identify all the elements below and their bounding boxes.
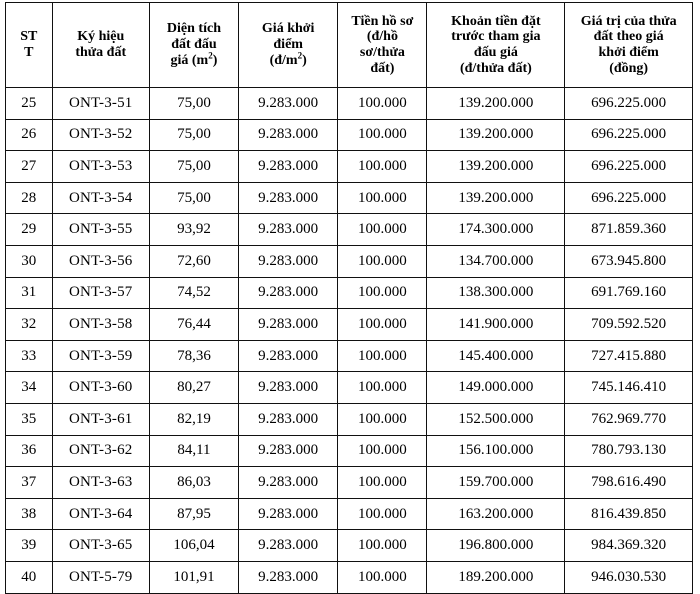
header-fee-line4: đất): [370, 60, 395, 76]
table-row: [6, 214, 693, 246]
header-price-line2: điểm: [273, 37, 303, 53]
cell-stt: 35: [6, 403, 53, 435]
column-header-stt: [6, 3, 53, 88]
cell-fee: 100.000: [338, 435, 427, 467]
cell-code: ONT-3-64: [52, 498, 149, 530]
cell-area: 106,04: [149, 530, 238, 562]
cell-area: 101,91: [149, 561, 238, 593]
cell-price: 9.283.000: [239, 340, 338, 372]
cell-stt: 32: [6, 309, 53, 341]
cell-stt: 36: [6, 435, 53, 467]
table-row: [6, 561, 693, 593]
cell-value: 762.969.770: [565, 403, 693, 435]
header-deposit-line3: đấu giá: [473, 45, 518, 60]
cell-area: 75,00: [149, 182, 238, 214]
cell-area: 72,60: [149, 245, 238, 277]
cell-code: ONT-3-62: [52, 435, 149, 467]
cell-deposit: 134.700.000: [427, 245, 565, 277]
cell-deposit: 139.200.000: [427, 119, 565, 151]
cell-price: 9.283.000: [239, 151, 338, 183]
table-row: [6, 340, 693, 372]
cell-deposit: 149.000.000: [427, 372, 565, 404]
column-header-code: [52, 3, 149, 88]
table-row: [6, 403, 693, 435]
cell-price: 9.283.000: [239, 561, 338, 593]
cell-stt: 26: [6, 119, 53, 151]
table-row: [6, 467, 693, 499]
cell-value: 745.146.410: [565, 372, 693, 404]
cell-fee: 100.000: [338, 119, 427, 151]
table-row: [6, 277, 693, 309]
cell-code: ONT-3-53: [52, 151, 149, 183]
header-code-line2: thửa đất: [75, 45, 127, 60]
table-row: [6, 372, 693, 404]
cell-price: 9.283.000: [239, 309, 338, 341]
cell-code: ONT-3-52: [52, 119, 149, 151]
cell-code: ONT-3-65: [52, 530, 149, 562]
table-row: [6, 245, 693, 277]
column-header-fee: [338, 3, 427, 88]
cell-value: 709.592.520: [565, 309, 693, 341]
cell-code: ONT-3-56: [52, 245, 149, 277]
cell-deposit: 152.500.000: [427, 403, 565, 435]
cell-area: 78,36: [149, 340, 238, 372]
cell-fee: 100.000: [338, 467, 427, 499]
cell-area: 82,19: [149, 403, 238, 435]
cell-fee: 100.000: [338, 498, 427, 530]
cell-code: ONT-3-63: [52, 467, 149, 499]
cell-code: ONT-3-61: [52, 403, 149, 435]
cell-stt: 34: [6, 372, 53, 404]
cell-fee: 100.000: [338, 561, 427, 593]
cell-deposit: 174.300.000: [427, 214, 565, 246]
column-header-area: [149, 3, 238, 88]
cell-stt: 28: [6, 182, 53, 214]
cell-deposit: 156.100.000: [427, 435, 565, 467]
cell-code: ONT-5-79: [52, 561, 149, 593]
cell-area: 87,95: [149, 498, 238, 530]
cell-value: 727.415.880: [565, 340, 693, 372]
cell-price: 9.283.000: [239, 467, 338, 499]
header-deposit-line2: trước tham gia: [451, 29, 541, 45]
cell-value: 984.369.320: [565, 530, 693, 562]
table-body: [6, 88, 693, 594]
cell-stt: 25: [6, 88, 53, 120]
table-row: [6, 151, 693, 183]
cell-stt: 38: [6, 498, 53, 530]
cell-area: 75,00: [149, 88, 238, 120]
cell-price: 9.283.000: [239, 435, 338, 467]
cell-area: 74,52: [149, 277, 238, 309]
cell-code: ONT-3-54: [52, 182, 149, 214]
header-value-line3: khởi điểm: [598, 45, 659, 60]
header-area-line1: Diện tích: [166, 21, 221, 37]
cell-deposit: 139.200.000: [427, 151, 565, 183]
cell-deposit: 138.300.000: [427, 277, 565, 309]
cell-price: 9.283.000: [239, 182, 338, 214]
cell-fee: 100.000: [338, 214, 427, 246]
cell-stt: 27: [6, 151, 53, 183]
table-header: [6, 3, 693, 88]
cell-code: ONT-3-58: [52, 309, 149, 341]
cell-deposit: 196.800.000: [427, 530, 565, 562]
cell-area: 75,00: [149, 119, 238, 151]
cell-fee: 100.000: [338, 245, 427, 277]
table-row: [6, 88, 693, 120]
header-stt-line1: ST: [20, 29, 38, 45]
cell-stt: 33: [6, 340, 53, 372]
header-deposit-line4: (đ/thửa đất): [459, 60, 532, 76]
cell-code: ONT-3-57: [52, 277, 149, 309]
cell-value: 696.225.000: [565, 88, 693, 120]
header-value-line1: Giá trị của thửa: [580, 13, 677, 29]
cell-code: ONT-3-59: [52, 340, 149, 372]
cell-deposit: 145.400.000: [427, 340, 565, 372]
cell-area: 75,00: [149, 151, 238, 183]
header-value-line2: đất theo giá: [593, 29, 664, 45]
land-auction-table: [5, 2, 693, 594]
header-stt-line2: T: [24, 45, 34, 60]
cell-stt: 29: [6, 214, 53, 246]
cell-area: 76,44: [149, 309, 238, 341]
cell-price: 9.283.000: [239, 214, 338, 246]
cell-value: 691.769.160: [565, 277, 693, 309]
cell-value: 696.225.000: [565, 119, 693, 151]
cell-stt: 39: [6, 530, 53, 562]
cell-price: 9.283.000: [239, 119, 338, 151]
cell-price: 9.283.000: [239, 372, 338, 404]
cell-value: 673.945.800: [565, 245, 693, 277]
cell-price: 9.283.000: [239, 403, 338, 435]
cell-deposit: 139.200.000: [427, 182, 565, 214]
header-fee-line1: Tiền hồ sơ: [351, 13, 414, 29]
header-row: [6, 3, 693, 88]
cell-stt: 30: [6, 245, 53, 277]
cell-area: 86,03: [149, 467, 238, 499]
cell-deposit: 163.200.000: [427, 498, 565, 530]
table-row: [6, 182, 693, 214]
cell-deposit: 159.700.000: [427, 467, 565, 499]
cell-area: 84,11: [149, 435, 238, 467]
cell-code: ONT-3-51: [52, 88, 149, 120]
cell-stt: 31: [6, 277, 53, 309]
cell-price: 9.283.000: [239, 498, 338, 530]
cell-area: 93,92: [149, 214, 238, 246]
header-deposit-line1: Khoản tiền đặt: [451, 13, 541, 29]
cell-stt: 37: [6, 467, 53, 499]
cell-fee: 100.000: [338, 88, 427, 120]
document-page: [0, 2, 700, 585]
column-header-price: [239, 3, 338, 88]
column-header-value: [565, 3, 693, 88]
cell-deposit: 189.200.000: [427, 561, 565, 593]
cell-value: 780.793.130: [565, 435, 693, 467]
cell-value: 816.439.850: [565, 498, 693, 530]
cell-value: 871.859.360: [565, 214, 693, 246]
cell-value: 798.616.490: [565, 467, 693, 499]
cell-fee: 100.000: [338, 403, 427, 435]
header-area-line2: đất đấu: [171, 37, 217, 53]
cell-price: 9.283.000: [239, 277, 338, 309]
header-value-line4: (đồng): [609, 60, 649, 76]
header-price-line3: $(đ/m^2)$: [269, 50, 307, 68]
cell-fee: 100.000: [338, 182, 427, 214]
cell-value: 946.030.530: [565, 561, 693, 593]
cell-stt: 40: [6, 561, 53, 593]
cell-price: 9.283.000: [239, 245, 338, 277]
cell-deposit: 139.200.000: [427, 88, 565, 120]
cell-fee: 100.000: [338, 151, 427, 183]
cell-price: 9.283.000: [239, 530, 338, 562]
table-row: [6, 498, 693, 530]
cell-code: ONT-3-55: [52, 214, 149, 246]
header-price-line1: Giá khởi: [261, 21, 315, 37]
cell-area: 80,27: [149, 372, 238, 404]
cell-fee: 100.000: [338, 372, 427, 404]
cell-fee: 100.000: [338, 530, 427, 562]
table-row: [6, 119, 693, 151]
table-row: [6, 435, 693, 467]
cell-fee: 100.000: [338, 309, 427, 341]
cell-value: 696.225.000: [565, 151, 693, 183]
cell-fee: 100.000: [338, 340, 427, 372]
column-header-deposit: [427, 3, 565, 88]
cell-price: 9.283.000: [239, 88, 338, 120]
cell-deposit: 141.900.000: [427, 309, 565, 341]
table-row: [6, 530, 693, 562]
table-row: [6, 309, 693, 341]
cell-value: 696.225.000: [565, 182, 693, 214]
cell-code: ONT-3-60: [52, 372, 149, 404]
header-fee-line2: (đ/hồ: [366, 29, 398, 45]
cell-fee: 100.000: [338, 277, 427, 309]
header-code-line1: Ký hiệu: [77, 29, 125, 45]
header-fee-line3: sơ/thửa: [359, 45, 405, 60]
header-area-line3: giá $(m^2)$: [170, 50, 218, 68]
